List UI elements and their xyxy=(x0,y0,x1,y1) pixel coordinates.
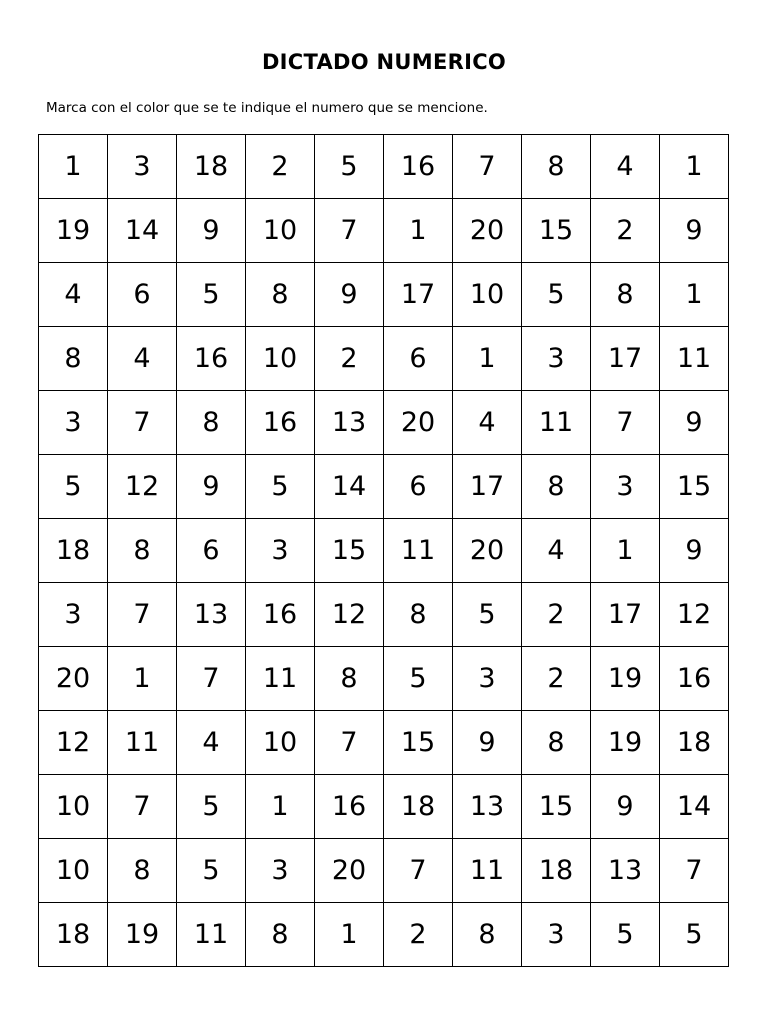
grid-cell[interactable]: 15 xyxy=(384,711,453,775)
grid-cell[interactable]: 9 xyxy=(660,199,729,263)
grid-cell[interactable]: 3 xyxy=(39,583,108,647)
grid-cell[interactable]: 12 xyxy=(315,583,384,647)
grid-cell[interactable]: 18 xyxy=(177,135,246,199)
grid-cell[interactable]: 2 xyxy=(522,583,591,647)
grid-cell[interactable]: 7 xyxy=(108,775,177,839)
grid-cell[interactable]: 4 xyxy=(522,519,591,583)
grid-cell[interactable]: 1 xyxy=(660,135,729,199)
grid-cell[interactable]: 9 xyxy=(453,711,522,775)
grid-cell[interactable]: 9 xyxy=(591,775,660,839)
grid-cell[interactable]: 19 xyxy=(591,647,660,711)
grid-cell[interactable]: 18 xyxy=(384,775,453,839)
grid-cell[interactable]: 4 xyxy=(591,135,660,199)
grid-cell[interactable]: 11 xyxy=(177,903,246,967)
grid-cell[interactable]: 5 xyxy=(522,263,591,327)
grid-cell[interactable]: 7 xyxy=(177,647,246,711)
grid-row xyxy=(39,263,729,327)
grid-cell[interactable]: 1 xyxy=(591,519,660,583)
grid-cell[interactable]: 20 xyxy=(315,839,384,903)
grid-cell[interactable]: 7 xyxy=(315,199,384,263)
grid-cell[interactable]: 15 xyxy=(660,455,729,519)
grid-cell[interactable]: 19 xyxy=(108,903,177,967)
grid-cell[interactable]: 8 xyxy=(522,711,591,775)
grid-row xyxy=(39,135,729,199)
grid-cell[interactable]: 17 xyxy=(591,583,660,647)
grid-cell[interactable]: 4 xyxy=(453,391,522,455)
grid-cell[interactable]: 7 xyxy=(591,391,660,455)
grid-cell[interactable]: 9 xyxy=(660,391,729,455)
grid-cell[interactable]: 3 xyxy=(246,839,315,903)
grid-cell[interactable]: 9 xyxy=(660,519,729,583)
grid-cell[interactable]: 16 xyxy=(315,775,384,839)
grid-cell[interactable]: 7 xyxy=(108,391,177,455)
grid-cell[interactable]: 7 xyxy=(660,839,729,903)
grid-cell[interactable]: 5 xyxy=(315,135,384,199)
page-title: DICTADO NUMERICO xyxy=(261,50,507,74)
grid-row xyxy=(39,583,729,647)
grid-cell[interactable]: 18 xyxy=(522,839,591,903)
grid-cell[interactable]: 14 xyxy=(108,199,177,263)
grid-cell[interactable]: 11 xyxy=(453,839,522,903)
grid-cell[interactable]: 10 xyxy=(39,775,108,839)
grid-cell[interactable]: 11 xyxy=(522,391,591,455)
grid-cell[interactable]: 7 xyxy=(108,583,177,647)
grid-cell[interactable]: 14 xyxy=(660,775,729,839)
instructions-text: Marca con el color que se te indique el numero que se mencione. xyxy=(46,100,488,116)
grid-cell[interactable]: 20 xyxy=(384,391,453,455)
grid-cell[interactable]: 16 xyxy=(246,391,315,455)
grid-cell[interactable]: 3 xyxy=(108,135,177,199)
grid-cell[interactable]: 1 xyxy=(39,135,108,199)
grid-cell[interactable]: 13 xyxy=(591,839,660,903)
grid-cell[interactable]: 9 xyxy=(177,455,246,519)
grid-cell[interactable]: 11 xyxy=(660,327,729,391)
number-grid-body xyxy=(39,135,729,967)
grid-cell[interactable]: 5 xyxy=(591,903,660,967)
grid-cell[interactable]: 18 xyxy=(660,711,729,775)
grid-cell[interactable]: 3 xyxy=(591,455,660,519)
grid-cell[interactable]: 5 xyxy=(177,839,246,903)
grid-cell[interactable]: 20 xyxy=(453,519,522,583)
grid-cell[interactable]: 8 xyxy=(39,327,108,391)
grid-cell[interactable]: 2 xyxy=(246,135,315,199)
grid-cell[interactable]: 8 xyxy=(522,455,591,519)
grid-cell[interactable]: 18 xyxy=(39,519,108,583)
grid-cell[interactable]: 20 xyxy=(453,199,522,263)
grid-row xyxy=(39,519,729,583)
grid-cell[interactable]: 19 xyxy=(591,711,660,775)
grid-cell[interactable]: 3 xyxy=(246,519,315,583)
grid-cell[interactable]: 1 xyxy=(453,327,522,391)
number-grid xyxy=(38,134,729,967)
grid-cell[interactable]: 3 xyxy=(453,647,522,711)
grid-cell[interactable]: 5 xyxy=(453,583,522,647)
grid-cell[interactable]: 2 xyxy=(522,647,591,711)
grid-cell[interactable]: 8 xyxy=(522,135,591,199)
grid-cell[interactable]: 10 xyxy=(246,199,315,263)
grid-cell[interactable]: 17 xyxy=(453,455,522,519)
grid-cell[interactable]: 10 xyxy=(246,327,315,391)
grid-cell[interactable]: 8 xyxy=(246,263,315,327)
grid-cell[interactable]: 12 xyxy=(39,711,108,775)
grid-cell[interactable]: 16 xyxy=(660,647,729,711)
grid-row xyxy=(39,839,729,903)
grid-cell[interactable]: 8 xyxy=(384,583,453,647)
grid-cell[interactable]: 11 xyxy=(108,711,177,775)
grid-cell[interactable]: 8 xyxy=(591,263,660,327)
grid-cell[interactable]: 8 xyxy=(315,647,384,711)
grid-cell[interactable]: 10 xyxy=(246,711,315,775)
grid-cell[interactable]: 4 xyxy=(39,263,108,327)
grid-cell[interactable]: 7 xyxy=(384,839,453,903)
grid-row xyxy=(39,199,729,263)
grid-cell[interactable]: 17 xyxy=(384,263,453,327)
grid-cell[interactable]: 4 xyxy=(177,711,246,775)
grid-row xyxy=(39,327,729,391)
grid-cell[interactable]: 11 xyxy=(384,519,453,583)
grid-cell[interactable]: 7 xyxy=(315,711,384,775)
grid-cell[interactable]: 13 xyxy=(177,583,246,647)
grid-row xyxy=(39,711,729,775)
grid-cell[interactable]: 5 xyxy=(660,903,729,967)
grid-cell[interactable]: 5 xyxy=(177,775,246,839)
grid-cell[interactable]: 9 xyxy=(177,199,246,263)
grid-cell[interactable]: 2 xyxy=(384,903,453,967)
grid-cell[interactable]: 3 xyxy=(39,391,108,455)
grid-cell[interactable]: 13 xyxy=(453,775,522,839)
grid-row xyxy=(39,775,729,839)
grid-cell[interactable]: 4 xyxy=(108,327,177,391)
grid-cell[interactable]: 9 xyxy=(315,263,384,327)
grid-cell[interactable]: 6 xyxy=(177,519,246,583)
grid-cell[interactable]: 15 xyxy=(522,199,591,263)
grid-cell[interactable]: 15 xyxy=(522,775,591,839)
grid-cell[interactable]: 5 xyxy=(39,455,108,519)
grid-cell[interactable]: 16 xyxy=(384,135,453,199)
grid-cell[interactable]: 18 xyxy=(39,903,108,967)
grid-cell[interactable]: 8 xyxy=(108,519,177,583)
grid-cell[interactable]: 12 xyxy=(660,583,729,647)
grid-row xyxy=(39,903,729,967)
grid-cell[interactable]: 12 xyxy=(108,455,177,519)
grid-cell[interactable]: 2 xyxy=(591,199,660,263)
grid-cell[interactable]: 14 xyxy=(315,455,384,519)
grid-cell[interactable]: 1 xyxy=(315,903,384,967)
grid-cell[interactable]: 8 xyxy=(246,903,315,967)
grid-cell[interactable]: 20 xyxy=(39,647,108,711)
grid-cell[interactable]: 6 xyxy=(384,327,453,391)
grid-cell[interactable]: 16 xyxy=(246,583,315,647)
grid-cell[interactable]: 11 xyxy=(246,647,315,711)
grid-cell[interactable]: 7 xyxy=(453,135,522,199)
grid-row xyxy=(39,455,729,519)
grid-cell[interactable]: 5 xyxy=(177,263,246,327)
grid-cell[interactable]: 5 xyxy=(384,647,453,711)
grid-cell[interactable]: 1 xyxy=(384,199,453,263)
grid-cell[interactable]: 10 xyxy=(453,263,522,327)
grid-row xyxy=(39,647,729,711)
grid-cell[interactable]: 1 xyxy=(246,775,315,839)
grid-cell[interactable]: 3 xyxy=(522,327,591,391)
grid-cell[interactable]: 8 xyxy=(108,839,177,903)
grid-cell[interactable]: 6 xyxy=(108,263,177,327)
grid-cell[interactable]: 13 xyxy=(315,391,384,455)
grid-cell[interactable]: 10 xyxy=(39,839,108,903)
grid-row xyxy=(39,391,729,455)
grid-cell[interactable]: 1 xyxy=(108,647,177,711)
grid-cell[interactable]: 19 xyxy=(39,199,108,263)
grid-cell[interactable]: 8 xyxy=(177,391,246,455)
grid-cell[interactable]: 16 xyxy=(177,327,246,391)
grid-cell[interactable]: 5 xyxy=(246,455,315,519)
grid-cell[interactable]: 1 xyxy=(660,263,729,327)
grid-cell[interactable]: 3 xyxy=(522,903,591,967)
grid-cell[interactable]: 17 xyxy=(591,327,660,391)
grid-cell[interactable]: 15 xyxy=(315,519,384,583)
grid-cell[interactable]: 8 xyxy=(453,903,522,967)
grid-cell[interactable]: 2 xyxy=(315,327,384,391)
grid-cell[interactable]: 6 xyxy=(384,455,453,519)
